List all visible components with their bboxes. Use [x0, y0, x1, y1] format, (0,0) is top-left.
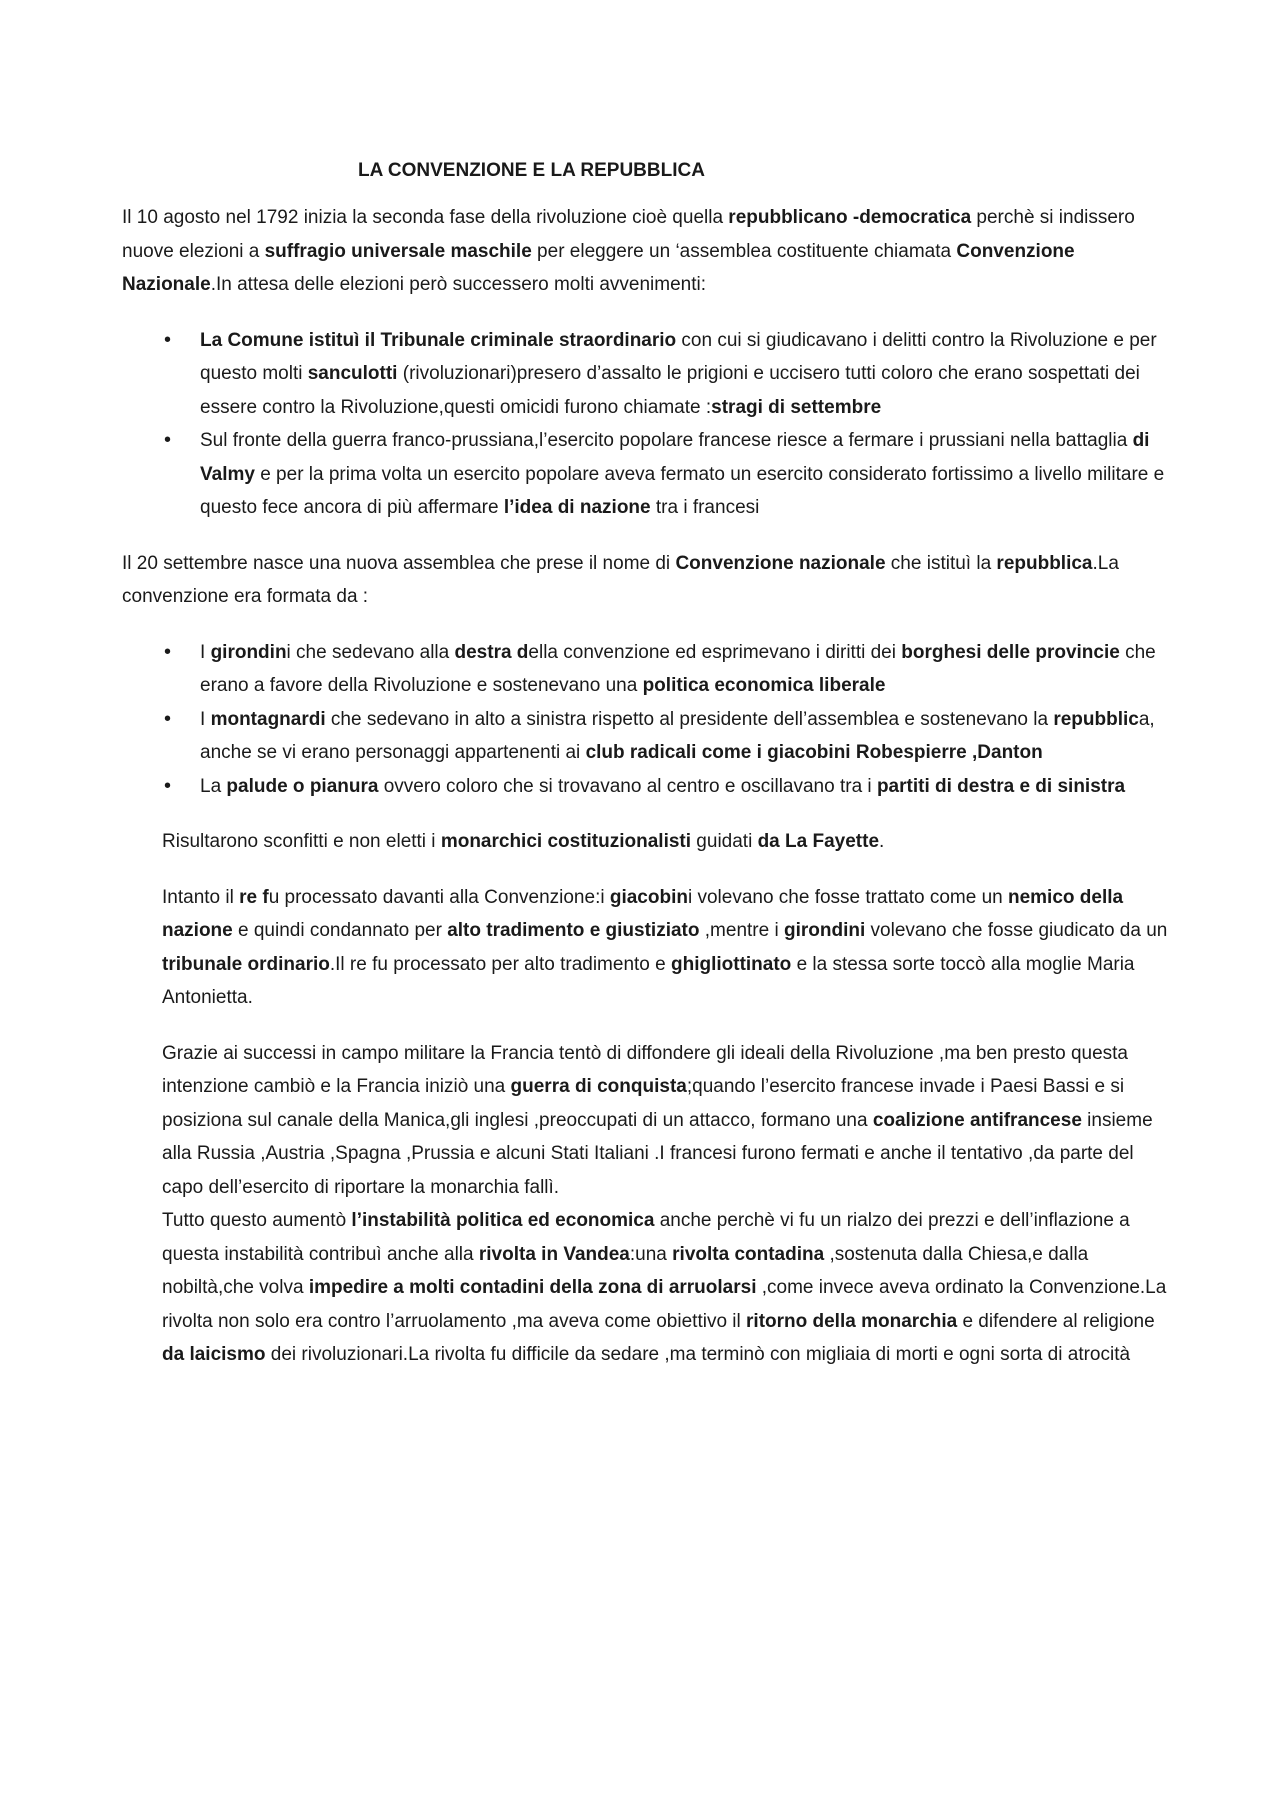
- military-paragraph: [122, 1037, 1170, 1205]
- vandea-paragraph: [122, 1204, 1170, 1372]
- text-run: i che sedevano alla: [286, 641, 455, 663]
- page-title: LA CONVENZIONE E LA REPUBBLICA: [358, 160, 705, 181]
- text-run: ,come invece aveva ordinato la Convenzione.La rivolta non solo era contro l’arruolamento ,ma aveva come obiettivo il: [162, 1277, 1167, 1332]
- bold-text: suffragio universale maschile: [264, 240, 532, 262]
- list-item: [122, 770, 1170, 804]
- bold-text: club radicali come i giacobini Robespierre ,Danton: [585, 742, 1043, 763]
- bold-text: nemico della nazione: [162, 886, 1124, 941]
- text-run: Il 20 settembre nasce una nuova assemblea che prese il nome di: [122, 552, 676, 574]
- bold-text: ritorno della monarchia: [746, 1310, 958, 1332]
- bold-text: impedire a molti contadini della zona di arruolarsi: [308, 1277, 757, 1298]
- bold-text: l’instabilità politica ed economica: [351, 1210, 655, 1231]
- text-run: ella convenzione ed esprimevano i diritti dei: [528, 641, 902, 663]
- factions-list: [122, 636, 1170, 804]
- text-run: insieme alla Russia ,Austria ,Spagna ,Prussia e alcuni Stati Italiani .I francesi furono fermati e anche il tentativo ,da parte del capo dell’esercito di riportare la monarchia fallì.: [162, 1109, 1153, 1198]
- text-run: Il 10 agosto nel 1792 inizia la seconda fase della rivoluzione cioè quella: [122, 207, 729, 228]
- bold-text: di Valmy: [200, 430, 1150, 485]
- text-run: ,mentre i: [699, 920, 784, 941]
- text-run: .La convenzione era formata da :: [122, 552, 1119, 607]
- text-run: .In attesa delle elezioni però successero molti avvenimenti:: [210, 274, 707, 295]
- text-run: anche perchè vi fu un rialzo dei prezzi e dell’inflazione a questa instabilità contribuì anche alla: [162, 1210, 1130, 1265]
- text-run: guidati: [691, 831, 758, 852]
- text-run: Tutto questo aumentò: [162, 1210, 352, 1231]
- text-run: a, anche se vi erano personaggi appartenenti ai: [200, 708, 1155, 763]
- bold-text: l’idea di nazione: [503, 497, 651, 518]
- text-run: (rivoluzionari)presero d’assalto le prigioni e uccisero tutti coloro che erano sospettati dei essere contro la Rivoluzione,questi omicidi furono chiamate :: [200, 363, 1140, 418]
- list-item: [122, 324, 1170, 425]
- text-run: e quindi condannato per: [232, 920, 448, 941]
- text-run: tra i francesi: [650, 497, 760, 518]
- bold-text: monarchici costituzionalisti: [440, 831, 692, 852]
- bold-text: giacobin: [609, 886, 688, 908]
- king-trial-paragraph: [122, 881, 1170, 1015]
- bold-text: guerra di conquista: [510, 1076, 687, 1097]
- text-run: ;quando l’esercito francese invade i Paesi Bassi e si posiziona sul canale della Manica,gli inglesi ,preoccupati di un attacco, formano una: [162, 1076, 1125, 1131]
- text-run: Intanto il: [162, 886, 240, 908]
- list-item: [122, 703, 1170, 770]
- text-run: Grazie ai successi in campo militare la Francia tentò di diffondere gli ideali della Rivoluzione ,ma ben presto questa intenzione cambiò e la Francia iniziò una: [162, 1042, 1128, 1097]
- bold-text: girondini: [783, 920, 866, 941]
- bold-text: re f: [239, 886, 269, 908]
- bold-text: da La Fayette: [757, 831, 880, 852]
- text-run: che istituì la: [885, 552, 997, 574]
- text-run: .: [879, 831, 885, 852]
- text-run: con cui si giudicavano i delitti contro la Rivoluzione e per questo molti: [200, 329, 1157, 384]
- bold-text: partiti di destra e di sinistra: [876, 775, 1126, 797]
- bold-text: repubblic: [1053, 708, 1139, 730]
- text-run: volevano che fosse giudicato da un: [865, 920, 1168, 941]
- text-run: perchè si indissero nuove elezioni a: [122, 207, 1135, 262]
- bold-text: Convenzione nazionale: [675, 552, 886, 574]
- text-run: Risultarono sconfitti e non eletti i: [162, 831, 441, 852]
- text-run: per eleggere un ‘assemblea costituente chiamata: [531, 240, 957, 262]
- bold-text: repubblica: [996, 552, 1093, 574]
- text-run: che sedevano in alto a sinistra rispetto al presidente dell’assemblea e sostenevano la: [325, 708, 1054, 730]
- bold-text: coalizione antifrancese: [872, 1109, 1082, 1131]
- text-run: dei rivoluzionari.La rivolta fu difficile da sedare ,ma terminò con migliaia di morti e ogni sorta di atrocità: [265, 1344, 1131, 1365]
- text-run: e per la prima volta un esercito popolare aveva fermato un esercito considerato fortissimo a livello militare e questo fece ancora di più affermare: [200, 463, 1165, 518]
- text-run: e difendere al religione: [957, 1310, 1155, 1332]
- bold-text: borghesi delle provincie: [901, 641, 1120, 663]
- bold-text: ghigliottinato: [670, 953, 792, 975]
- text-run: ovvero coloro che si trovavano al centro e oscillavano tra i: [378, 775, 877, 797]
- bold-text: sanculotti: [307, 363, 398, 384]
- bold-text: La Comune istituì il Tribunale criminale straordinario: [200, 329, 677, 351]
- bold-text: repubblicano -democratica: [728, 207, 972, 228]
- bold-text: alto tradimento e giustiziato: [447, 920, 700, 941]
- bold-text: tribunale ordinario: [162, 953, 330, 975]
- text-run: che erano a favore della Rivoluzione e sostenevano una: [200, 641, 1156, 696]
- bold-text: politica economica liberale: [642, 675, 886, 696]
- text-run: Sul fronte della guerra franco-prussiana,l’esercito popolare francese riesce a fermare i prussiani nella battaglia: [200, 430, 1133, 451]
- bold-text: girondin: [210, 641, 287, 663]
- text-run: ,sostenuta dalla Chiesa,e dalla nobiltà,che volva: [162, 1243, 1089, 1298]
- text-run: e la stessa sorte toccò alla moglie Maria Antonietta.: [162, 953, 1135, 1008]
- bold-text: palude o pianura: [226, 775, 379, 797]
- bold-text: montagnardi: [210, 708, 326, 730]
- text-run: La: [200, 775, 227, 797]
- text-run: i volevano che fosse trattato come un: [687, 886, 1008, 908]
- text-run: u processato davanti alla Convenzione:i: [268, 886, 610, 908]
- bold-text: da laicismo: [162, 1344, 266, 1365]
- text-run: I: [200, 708, 211, 730]
- text-run: I: [200, 641, 211, 663]
- bold-text: Convenzione Nazionale: [122, 240, 1075, 295]
- convention-paragraph: [122, 547, 1170, 614]
- text-run: .Il re fu processato per alto tradimento e: [329, 953, 671, 975]
- text-run: :una: [629, 1243, 673, 1265]
- bold-text: destra d: [454, 641, 529, 663]
- events-list: [122, 324, 1170, 525]
- bold-text: rivolta contadina: [672, 1243, 825, 1265]
- bold-text: stragi di settembre: [711, 396, 882, 418]
- defeated-paragraph: [122, 825, 1170, 859]
- intro-paragraph: [122, 201, 1170, 302]
- list-item: [122, 636, 1170, 703]
- list-item: [122, 424, 1170, 525]
- bold-text: rivolta in Vandea: [478, 1243, 630, 1265]
